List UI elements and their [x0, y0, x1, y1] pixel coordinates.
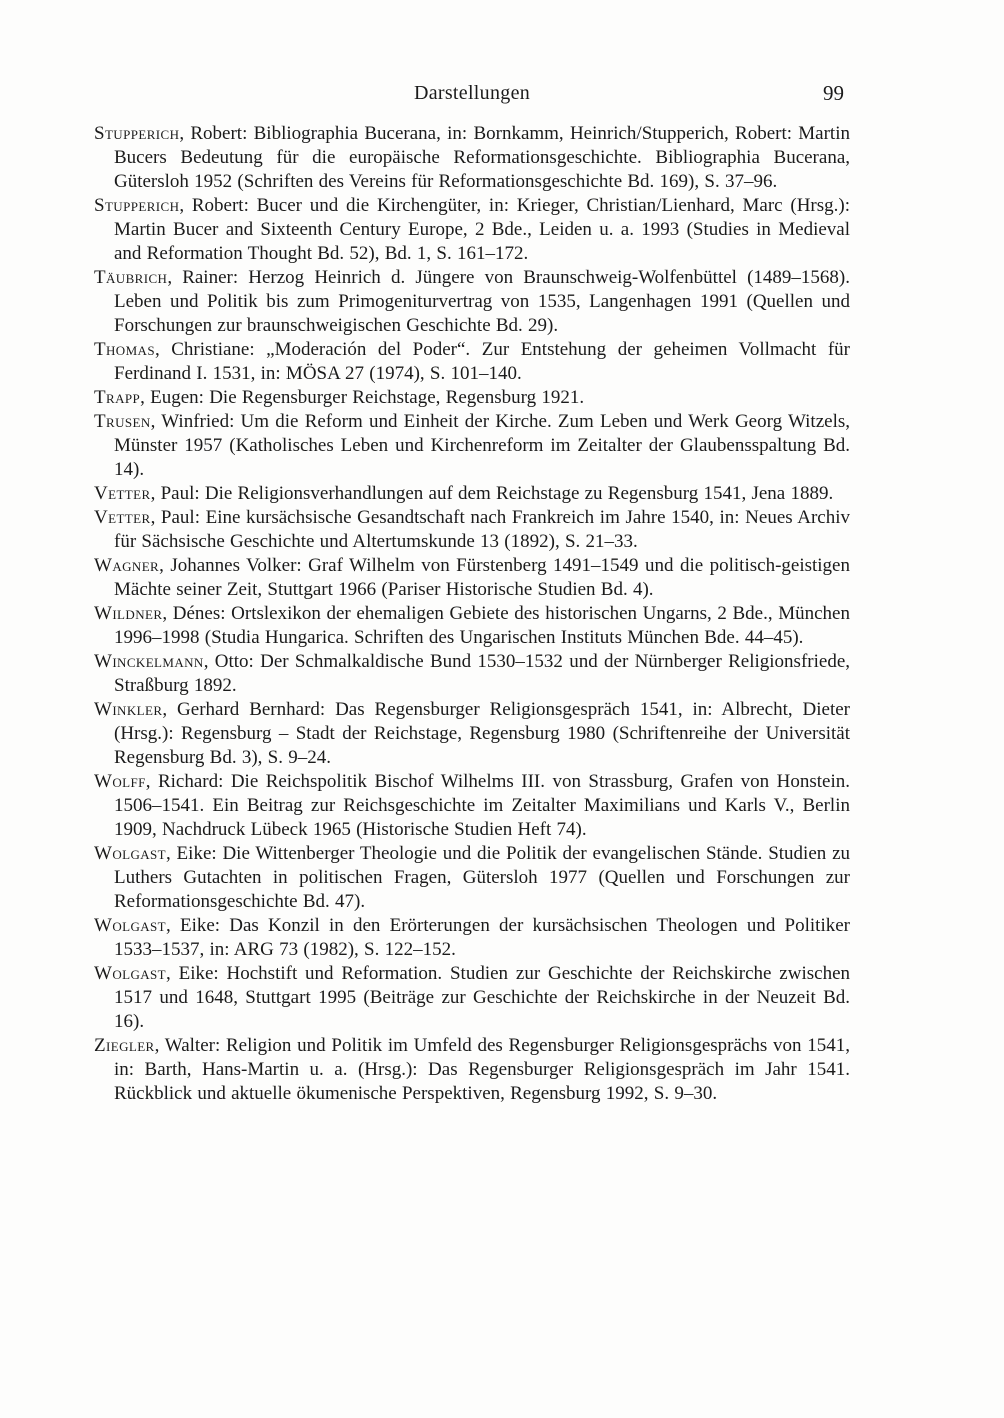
entry-text: , Robert: Bibliographia Bucerana, in: Bornkamm, Heinrich/Stupperich, Robert: Martin Bucers Bedeutung für die europäische Reformationsgeschichte. Bibliographia Bucerana, Gütersloh 1952 (Schriften des Vereins für Reformationsgeschichte Bd. 169), S. 37–96. — [114, 123, 850, 192]
entry-author: Stupperich — [94, 123, 180, 144]
entry-author: Stupperich — [94, 195, 180, 216]
entry-text: , Otto: Der Schmalkaldische Bund 1530–1532 und der Nürnberger Religionsfriede, Straßburg 1892. — [114, 651, 850, 696]
bibliography-entry — [94, 1034, 850, 1106]
page-number: 99 — [823, 81, 844, 105]
entry-text: , Winfried: Um die Reform und Einheit der Kirche. Zum Leben und Werk Georg Witzels, Münster 1957 (Katholisches Leben und Kirchenreform im Zeitalter der Glaubensspaltung Bd. 14). — [114, 411, 850, 480]
bibliography-entry — [94, 482, 850, 506]
entry-text: , Rainer: Herzog Heinrich d. Jüngere von Braunschweig-Wolfenbüttel (1489–1568). Leben und Politik bis zum Primogeniturvertrag von 1535, Langenhagen 1991 (Quellen und Forschungen zur braunschweigischen Geschichte Bd. 29). — [114, 267, 850, 336]
bibliography-entry — [94, 770, 850, 842]
entry-author: Täubrich — [94, 267, 168, 288]
entry-author: Wagner — [94, 555, 160, 576]
entry-author: Vetter — [94, 507, 151, 528]
bibliography-entry — [94, 386, 850, 410]
bibliography-entry — [94, 962, 850, 1034]
bibliography-entry — [94, 914, 850, 962]
entry-text: , Eike: Das Konzil in den Erörterungen der kursächsischen Theologen und Politiker 1533–1537, in: ARG 73 (1982), S. 122–152. — [114, 915, 850, 960]
running-head: Darstellungen — [413, 82, 531, 104]
entry-text: , Eike: Hochstift und Reformation. Studien zur Geschichte der Reichskirche zwischen 1517 und 1648, Stuttgart 1995 (Beiträge zur Geschichte der Reichskirche in der Neuzeit Bd. 16). — [114, 963, 850, 1032]
entry-text: , Gerhard Bernhard: Das Regensburger Religionsgespräch 1541, in: Albrecht, Dieter (Hrsg.): Regensburg – Stadt der Reichstage, Regensburg 1980 (Schriftenreihe der Universität Regensburg Bd. 3), S. 9–24. — [114, 699, 850, 768]
entry-author: Wildner — [94, 603, 163, 624]
entry-text: , Johannes Volker: Graf Wilhelm von Fürstenberg 1491–1549 und die politisch-geistigen Mächte seiner Zeit, Stuttgart 1966 (Pariser Historische Studien Bd. 4). — [114, 555, 850, 600]
entry-text: , Dénes: Ortslexikon der ehemaligen Gebiete des historischen Ungarns, 2 Bde., München 1996–1998 (Studia Hungarica. Schriften des Ungarischen Instituts München Bde. 44–45). — [114, 603, 850, 648]
entry-author: Wolgast — [94, 915, 167, 936]
bibliography-entry — [94, 650, 850, 698]
page-header — [94, 80, 850, 106]
entry-text: , Richard: Die Reichspolitik Bischof Wilhelms III. von Strassburg, Grafen von Honstein. 1506–1541. Ein Beitrag zur Reichsgeschichte im Zeitalter Maximilians und Karls V., Berlin 1909, Nachdruck Lübeck 1965 (Historische Studien Heft 74). — [114, 771, 850, 840]
bibliography-entry — [94, 410, 850, 482]
entry-text: , Robert: Bucer und die Kirchengüter, in: Krieger, Christian/Lienhard, Marc (Hrsg.): Martin Bucer and Sixteenth Century Europe, 2 Bde., Leiden u. a. 1993 (Studies in Medieval and Reformation Thought Bd. 52), Bd. 1, S. 161–172. — [114, 195, 850, 264]
bibliography-entry — [94, 506, 850, 554]
bibliography-entry — [94, 338, 850, 386]
entry-author: Winckelmann — [94, 651, 204, 672]
entry-text: , Christiane: „Moderación del Poder“. Zur Entstehung der geheimen Vollmacht für Ferdinand I. 1531, in: MÖSA 27 (1974), S. 101–140. — [114, 339, 850, 384]
entry-author: Trusen — [94, 411, 151, 432]
entry-author: Ziegler — [94, 1035, 155, 1056]
entry-text: , Eugen: Die Regensburger Reichstage, Regensburg 1921. — [140, 387, 585, 408]
entry-author: Wolff — [94, 771, 146, 792]
entry-author: Trapp — [94, 387, 141, 408]
entry-author: Wolgast — [94, 843, 167, 864]
entry-text: , Walter: Religion und Politik im Umfeld des Regensburger Religionsgesprächs von 1541, in: Barth, Hans-Martin u. a. (Hrsg.): Das Regensburger Religionsgespräch im Jahr 1541. Rückblick und aktuelle ökumenische Perspektiven, Regensburg 1992, S. 9–30. — [114, 1035, 850, 1104]
bibliography-entry — [94, 266, 850, 338]
entry-text: , Eike: Die Wittenberger Theologie und die Politik der evangelischen Stände. Studien zu Luthers Gutachten in politischen Fragen, Gütersloh 1977 (Quellen und Forschungen zur Reformationsgeschichte Bd. 47). — [114, 843, 850, 912]
bibliography-entry — [94, 554, 850, 602]
bibliography-entry — [94, 602, 850, 650]
entry-text: , Paul: Die Religionsverhandlungen auf dem Reichstage zu Regensburg 1541, Jena 1889. — [150, 483, 834, 504]
entry-text: , Paul: Eine kursächsische Gesandtschaft nach Frankreich im Jahre 1540, in: Neues Archiv für Sächsische Geschichte und Altertumskunde 13 (1892), S. 21–33. — [114, 507, 850, 552]
bibliography-entry — [94, 194, 850, 266]
entry-author: Vetter — [94, 483, 151, 504]
bibliography-entry — [94, 842, 850, 914]
entry-author: Winkler — [94, 699, 163, 720]
bibliography-entry — [94, 698, 850, 770]
bibliography-entry — [94, 122, 850, 194]
entry-author: Wolgast — [94, 963, 167, 984]
entry-author: Thomas — [94, 339, 155, 360]
bibliography-list — [94, 122, 850, 1106]
